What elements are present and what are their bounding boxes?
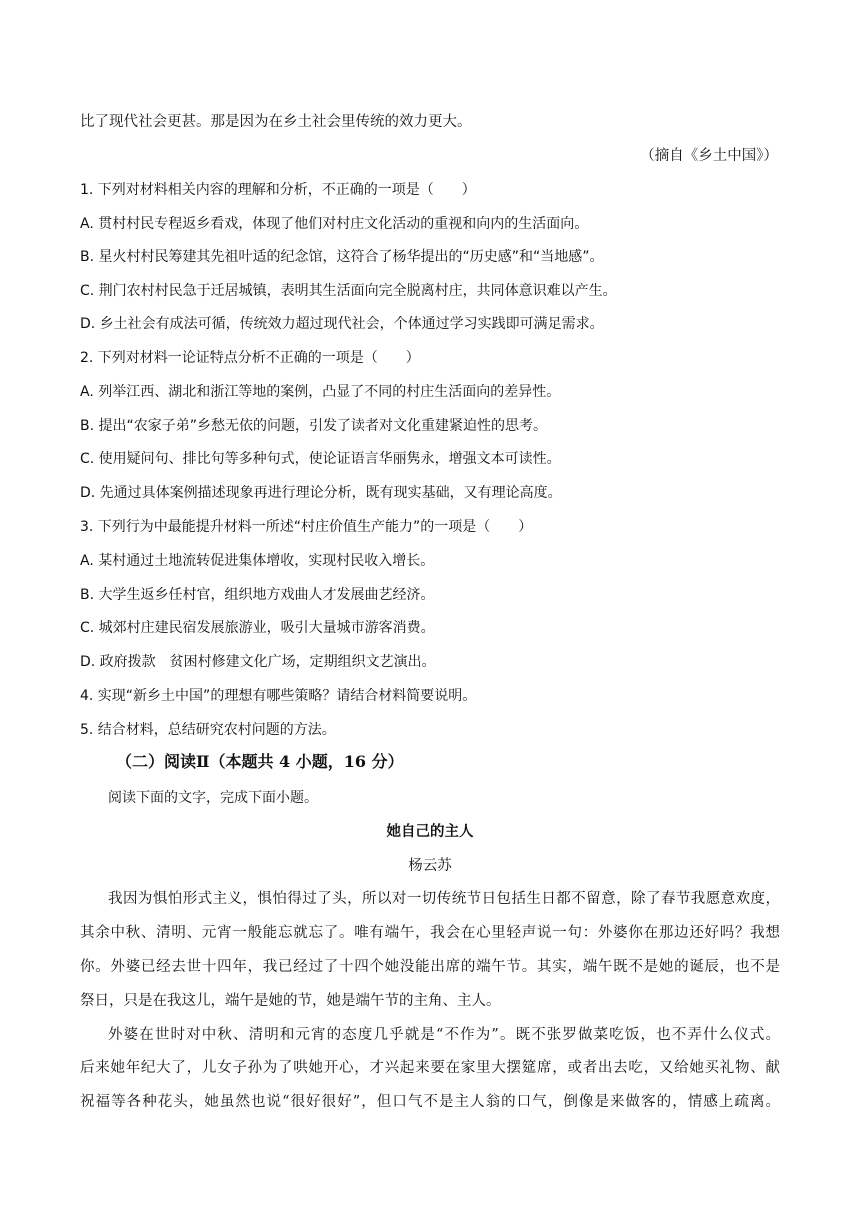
question-3-option-a: A. 某村通过土地流转促进集体增收，实现村民收入增长。	[80, 553, 435, 569]
question-3-option-c: C. 城郊村庄建民宿发展旅游业，吸引大量城市游客消费。	[80, 620, 435, 636]
paragraph-line: 外婆在世时对中秋、清明和元宵的态度几乎就是“不作为”。既不张罗做菜吃饭，也不弄什么仪式。	[108, 1027, 780, 1043]
question-1-option-a: A. 贯村村民专程返乡看戏，体现了他们对村庄文化活动的重视和向内的生活面向。	[80, 216, 589, 232]
intro-text-line: 比了现代社会更甚。那是因为在乡土社会里传统的效力更大。	[80, 114, 472, 130]
paragraph-line: 我因为惧怕形式主义，惧怕得过了头，所以对一切传统节日包括生日都不留意，除了春节我愿意欢度，	[108, 891, 780, 907]
paragraph-line: 祝福等各种花头，她虽然也说“很好很好”，但口气不是主人翁的口气，倒像是来做客的，情感上疏离。	[80, 1094, 780, 1110]
question-4-stem: 4. 实现“新乡土中国”的理想有哪些策略？请结合材料简要说明。	[80, 688, 477, 704]
article-author: 杨云苏	[408, 858, 452, 874]
paragraph-line: 你。外婆已经去世十四年，我已经过了十四个她没能出席的端午节。其实，端午既不是她的诞辰，也不是	[80, 959, 780, 975]
paragraph-line: 其余中秋、清明、元宵一般能忘就忘了。唯有端午，我会在心里轻声说一句：外婆你在那边还好吗？我想	[80, 925, 780, 941]
question-2-option-d: D. 先通过具体案例描述现象再进行理论分析，既有现实基础，又有理论高度。	[80, 485, 562, 501]
section-heading: （二）阅读Ⅱ（本题共 4 小题，16 分）	[116, 752, 404, 771]
paragraph-line: 后来她年纪大了，儿女子孙为了哄她开心，才兴起来要在家里大摆筵席，或者出去吃，又给她买礼物、献	[80, 1060, 780, 1076]
question-1-option-b: B. 星火村村民筹建其先祖叶适的纪念馆，这符合了杨华提出的“历史感”和“当地感”。	[80, 249, 604, 265]
question-3-option-b: B. 大学生返乡任村官，组织地方戏曲人才发展曲艺经济。	[80, 587, 435, 603]
question-2-option-a: A. 列举江西、湖北和浙江等地的案例，凸显了不同的村庄生活面向的差异性。	[80, 384, 561, 400]
section-instruction: 阅读下面的文字，完成下面小题。	[108, 790, 318, 806]
article-title: 她自己的主人	[386, 823, 474, 840]
question-2-option-b: B. 提出“农家子弟”乡愁无依的问题，引发了读者对文化重建紧迫性的思考。	[80, 418, 548, 434]
question-1-option-d: D. 乡土社会有成法可循，传统效力超过现代社会，个体通过学习实践即可满足需求。	[80, 316, 604, 332]
question-3-stem: 3. 下列行为中最能提升材料一所述“村庄价值生产能力”的一项是（ ）	[80, 519, 533, 535]
paragraph-line: 祭日，只是在我这儿，端午是她的节，她是端午节的主角、主人。	[80, 993, 501, 1009]
question-2-stem: 2. 下列对材料一论证特点分析不正确的一项是（ ）	[80, 350, 420, 366]
question-1-stem: 1. 下列对材料相关内容的理解和分析，不正确的一项是（ ）	[80, 182, 476, 198]
question-5-stem: 5. 结合材料，总结研究农村问题的方法。	[80, 722, 336, 738]
question-1-option-c: C. 荆门农村村民急于迁居城镇，表明其生活面向完全脱离村庄，共同体意识难以产生。	[80, 283, 617, 299]
question-2-option-c: C. 使用疑问句、排比句等多种句式，使论证语言华丽隽永，增强文本可读性。	[80, 451, 561, 467]
source-citation: （摘自《乡土中国》）	[640, 148, 778, 164]
question-3-option-d: D. 政府拨款 贫困村修建文化广场，定期组织文艺演出。	[80, 654, 436, 670]
